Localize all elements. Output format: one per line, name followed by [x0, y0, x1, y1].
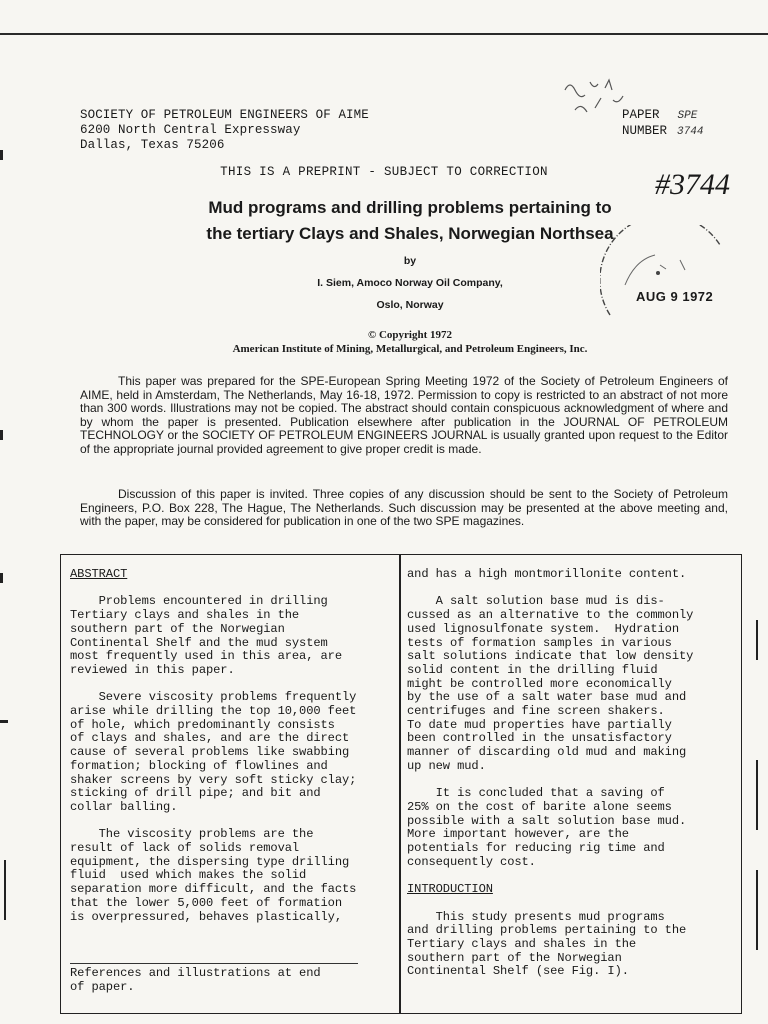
scan-mark — [756, 760, 758, 830]
preparation-text: This paper was prepared for the SPE-European Spring Meeting 1972 of the Society of Petroleum Engineers of AIME, held in Amsterdam, The Netherlands, May 16-18, 1972. Permission to copy is restricted to an abstract of not more than 300 words. Illustrations may not be copied. The abstract should contain conspicuous acknowledgment of where and by whom the paper is presented. Publication elsewhere after publication in the JOURNAL OF PETROLEUM TECHNOLOGY or the SOCIETY OF PETROLEUM ENGINEERS JOURNAL is usually granted upon request to the Editor of the appropriate journal provided agreement to give proper credit is made. — [80, 374, 728, 456]
title-line-2: the tertiary Clays and Shales, Norwegian Northsea — [206, 224, 614, 243]
introduction-paragraph-1: This study presents mud programs and drilling problems pertaining to the Tertiary clays and shales in the southern part of the Norwegian Continental Shelf (see Fig. I). — [407, 909, 687, 979]
abstract-paragraph-3: The viscosity problems are the result of lack of solids removal equipment, the dispersing type drilling fluid used which makes the solid separation more difficult, and the facts that the lower 5,000 feet of formation is overpressured, behaves plastically, — [70, 827, 357, 924]
footnote-rule — [70, 963, 358, 964]
org-name: SOCIETY OF PETROLEUM ENGINEERS OF AIME — [80, 108, 369, 122]
abstract-paragraph-1: Problems encountered in drilling Tertiary clays and shales in the southern part of the Norwegian Continental Shelf and the mud system most frequently used in this area, are reviewed in this paper. — [70, 594, 342, 677]
preparation-notice — [80, 375, 728, 457]
copyright-holder: American Institute of Mining, Metallurgical, and Petroleum Engineers, Inc. — [232, 343, 588, 355]
paper-number-block — [622, 108, 703, 140]
abstract-paragraph-4: A salt solution base mud is dis- cussed as an alternative to the commonly used lignosulfonate system. Hydration tests of formation samples in various salt solutions indicate that low density solid content in the drilling fluid might be controlled more economically by the use of a salt water base mud and centrifuges and fine screen shakers. To date mud properties have partially been controlled in the unsatisfactory manner of discarding old mud and making up new mud. — [407, 594, 694, 773]
discussion-notice — [80, 488, 728, 529]
scan-mark — [0, 150, 3, 160]
abstract-paragraph-5: It is concluded that a saving of 25% on the cost of barite alone seems possible with a salt solution base mud. More important however, are the potentials for reducing rig time and consequently cost. — [407, 786, 687, 869]
column-divider — [399, 554, 401, 1014]
top-rule — [0, 33, 768, 35]
abstract-heading: ABSTRACT — [70, 567, 128, 581]
discussion-text: Discussion of this paper is invited. Three copies of any discussion should be sent to the Society of Petroleum Engineers, P.O. Box 228, The Hague, The Netherlands. Such discussion may be presented at the above meeting and, with the paper, may be considered for publication in one of the two SPE magazines. — [80, 487, 728, 529]
left-column — [70, 568, 356, 924]
scan-mark — [756, 870, 758, 950]
title-line-1: Mud programs and drilling problems pertaining to — [208, 198, 612, 217]
number-value: 3744 — [677, 126, 704, 138]
paper-value: SPE — [677, 110, 698, 122]
footnote: References and illustrations at end of paper. — [70, 966, 321, 994]
number-label: NUMBER — [622, 124, 668, 138]
author-location: Oslo, Norway — [376, 299, 444, 311]
paper-title — [170, 195, 650, 247]
handwritten-paper-number: #3744 — [655, 168, 730, 201]
org-city: Dallas, Texas 75206 — [80, 138, 225, 152]
author: I. Siem, Amoco Norway Oil Company, — [317, 277, 503, 289]
paper-label: PAPER — [622, 108, 660, 122]
byline-by: by — [403, 255, 417, 267]
scan-mark — [0, 430, 3, 440]
copyright-year: © Copyright 1972 — [368, 329, 452, 341]
scan-mark — [756, 620, 758, 660]
scan-mark — [0, 573, 3, 583]
introduction-heading: INTRODUCTION — [407, 882, 493, 897]
right-column — [407, 568, 693, 979]
scan-mark — [0, 720, 8, 723]
abstract-paragraph-2: Severe viscosity problems frequently arise while drilling the top 10,000 feet of hole, which predominantly consists of clays and shales, and are the direct cause of several problems like swabbing formation; blocking of flowlines and shaker screens by very soft sticky clay; sticking of drill pipe; and bit and collar balling. — [70, 690, 357, 814]
society-address — [80, 108, 369, 153]
preprint-notice: THIS IS A PREPRINT - SUBJECT TO CORRECTION — [220, 165, 548, 179]
scan-mark — [4, 860, 6, 920]
org-street: 6200 North Central Expressway — [80, 123, 301, 137]
received-date: AUG 9 1972 — [636, 289, 714, 304]
abstract-continuation: and has a high montmorillonite content. — [407, 567, 687, 581]
copyright-block — [150, 328, 670, 356]
